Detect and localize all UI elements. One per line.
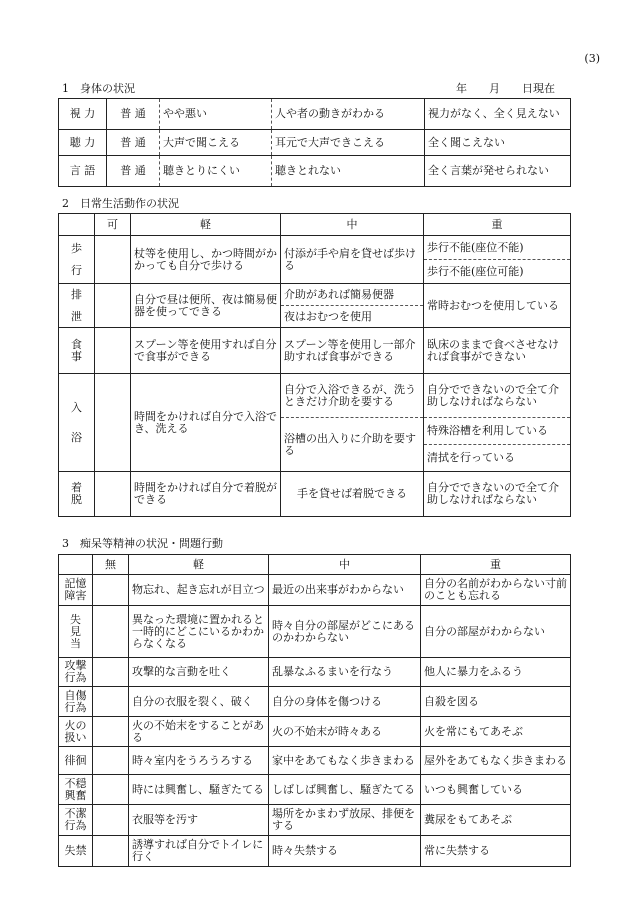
cell: 普 通 <box>107 99 160 130</box>
label-line: 行為 <box>64 700 87 714</box>
row-label <box>59 236 95 284</box>
section2-heading: 2 日常生活動作の状況 <box>62 197 179 210</box>
table-row <box>59 687 571 717</box>
kei-cell: 時間をかければ自分で着脱ができる <box>131 472 281 517</box>
row-label <box>59 606 93 658</box>
row-label: 聴 力 <box>59 130 107 156</box>
physical-row <box>59 99 571 130</box>
nashi-cell <box>93 775 129 805</box>
kei-cell: 時々室内をうろうろする <box>129 747 269 775</box>
label-line: 徘徊 <box>64 753 87 767</box>
nashi-cell <box>93 658 129 687</box>
label-char: 泄 <box>71 309 82 323</box>
header-kei: 軽 <box>131 214 281 236</box>
header-ju: 重 <box>421 555 571 575</box>
ka-cell <box>95 328 131 374</box>
ju-cell: 自分の部屋がわからない <box>421 606 571 658</box>
ju-cell: 常時おむつを使用している <box>424 284 571 328</box>
kei-cell: 異なった環境に置かれると一時的にどこにいるかわからなくなる <box>129 606 269 658</box>
ju-cell: 清拭を行っている <box>424 445 571 472</box>
kei-cell: 衣服等を汚す <box>129 805 269 836</box>
cell: 視力がなく、全く見えない <box>425 99 571 130</box>
chu-cell: 時々失禁する <box>269 836 421 867</box>
label-line: 失禁 <box>64 844 87 857</box>
cell: 大声で聞こえる <box>160 130 272 156</box>
cell: 聴きとれない <box>272 156 425 187</box>
chu-cell: 手を貸せば着脱できる <box>281 472 424 517</box>
label-line: 火の <box>64 718 87 732</box>
label-line: 攻撃 <box>64 659 87 672</box>
kei-cell: 時には興奮し、騒ぎたてる <box>129 775 269 805</box>
label-char: 浴 <box>71 430 82 444</box>
header-chu: 中 <box>281 214 424 236</box>
cell: 耳元で大声できこえる <box>272 130 425 156</box>
date-label: 年 月 日現在 <box>456 82 555 95</box>
ju-cell: 火を常にもてあそぶ <box>421 717 571 747</box>
section1-heading: 1 身体の状況 <box>62 82 135 95</box>
chu-cell: 自分の身体を傷つける <box>269 687 421 717</box>
label-line: 不穏 <box>64 776 87 790</box>
label-char: 脱 <box>71 493 82 506</box>
label-char: 排 <box>71 287 82 301</box>
label-char: 食 <box>71 337 82 351</box>
mental-header-row <box>59 555 571 575</box>
row-label <box>59 717 93 747</box>
adl-header-row <box>59 214 571 236</box>
chu-cell: 時々自分の部屋がどこにあるのかわからない <box>269 606 421 658</box>
ka-cell <box>95 236 131 284</box>
ka-cell <box>95 472 131 517</box>
nashi-cell <box>93 747 129 775</box>
label-line: 扱い <box>64 730 87 744</box>
header-blank <box>59 214 95 236</box>
kei-cell: 自分の衣服を裂く、破く <box>129 687 269 717</box>
chu-cell: 浴槽の出入りに介助を要する <box>281 418 424 472</box>
kei-cell: 攻撃的な言動を吐く <box>129 658 269 687</box>
table-row <box>59 575 571 606</box>
kei-cell: 物忘れ、起き忘れが目立つ <box>129 575 269 606</box>
table-row <box>59 775 571 805</box>
label-line: 自傷 <box>64 688 87 702</box>
ju-cell: 糞尿をもてあそぶ <box>421 805 571 836</box>
kei-cell: 誘導すれば自分でトイレに行く <box>129 836 269 867</box>
table-row <box>59 606 571 658</box>
adl-row-excrete <box>59 284 571 306</box>
ju-cell: 自分でできないので全て介助しなければならない <box>424 472 571 517</box>
ka-cell <box>95 284 131 328</box>
nashi-cell <box>93 836 129 867</box>
mental-status-table <box>58 554 571 867</box>
label-line: 失 <box>70 612 81 626</box>
cell: 全く言葉が発せられない <box>425 156 571 187</box>
label-char: 入 <box>71 400 82 414</box>
cell: 人や者の動きがわかる <box>272 99 425 130</box>
label-char: 歩 <box>71 241 82 255</box>
row-label <box>59 472 95 517</box>
cell: 全く聞こえない <box>425 130 571 156</box>
kei-cell: 火の不始末をすることがある <box>129 717 269 747</box>
ju-cell: 常に失禁する <box>421 836 571 867</box>
label-line: 行為 <box>64 671 87 684</box>
cell: やや悪い <box>160 99 272 130</box>
row-label: 言 語 <box>59 156 107 187</box>
nashi-cell <box>93 717 129 747</box>
row-label: 視 力 <box>59 99 107 130</box>
adl-table <box>58 213 571 517</box>
table-row <box>59 717 571 747</box>
ju-cell: 他人に暴力をふるう <box>421 658 571 687</box>
row-label <box>59 687 93 717</box>
adl-row-dress <box>59 472 571 517</box>
row-label <box>59 775 93 805</box>
ju-cell: 歩行不能(座位可能) <box>424 260 571 284</box>
chu-cell: しばしば興奮し、騒ぎたてる <box>269 775 421 805</box>
kei-cell: スプーン等を使用すれば自分で食事ができる <box>131 328 281 374</box>
kei-cell: 時間をかければ自分で入浴でき、洗える <box>131 374 281 472</box>
label-char: 行 <box>71 263 82 277</box>
row-label <box>59 328 95 374</box>
ka-cell <box>95 374 131 472</box>
label-line: 当 <box>70 636 81 650</box>
kei-cell: 自分で昼は便所、夜は簡易便器を使ってできる <box>131 284 281 328</box>
cell: 普 通 <box>107 130 160 156</box>
table-row <box>59 658 571 687</box>
chu-cell: 乱暴なふるまいを行なう <box>269 658 421 687</box>
physical-row <box>59 156 571 187</box>
adl-row-bath <box>59 374 571 418</box>
chu-cell: 家中をあてもなく歩きまわる <box>269 747 421 775</box>
section3-heading: 3 痴呆等精神の状況・問題行動 <box>62 537 223 550</box>
chu-cell: 自分で入浴できるが、洗うときだけ介助を要する <box>281 374 424 418</box>
label-line: 不潔 <box>64 807 87 820</box>
header-kei: 軽 <box>129 555 269 575</box>
page-number: (3) <box>584 52 600 65</box>
chu-cell: 最近の出来事がわからない <box>269 575 421 606</box>
kei-cell: 杖等を使用し、かつ時間がかかっても自分で歩ける <box>131 236 281 284</box>
table-row <box>59 805 571 836</box>
physical-row <box>59 130 571 156</box>
ju-cell: 自殺を図る <box>421 687 571 717</box>
header-nashi: 無 <box>93 555 129 575</box>
row-label <box>59 805 93 836</box>
adl-row-walk <box>59 236 571 260</box>
label-char: 着 <box>71 481 82 494</box>
chu-cell: スプーン等を使用し一部介助すれば食事ができる <box>281 328 424 374</box>
header-blank <box>59 555 93 575</box>
ju-cell: 屋外をあてもなく歩きまわる <box>421 747 571 775</box>
adl-row-meal <box>59 328 571 374</box>
label-line: 記憶 <box>64 577 87 590</box>
nashi-cell <box>93 575 129 606</box>
nashi-cell <box>93 687 129 717</box>
physical-status-table <box>58 98 571 187</box>
header-ka: 可 <box>95 214 131 236</box>
ju-cell: 自分の名前がわからない寸前のことも忘れる <box>421 575 571 606</box>
ju-cell: 臥床のままで食べさせなければ食事ができない <box>424 328 571 374</box>
row-label <box>59 747 93 775</box>
row-label <box>59 284 95 328</box>
row-label <box>59 374 95 472</box>
label-line: 興奮 <box>64 788 87 802</box>
label-char: 事 <box>71 349 82 363</box>
table-row <box>59 747 571 775</box>
nashi-cell <box>93 606 129 658</box>
label-line: 障害 <box>64 589 87 602</box>
chu-cell: 火の不始末が時々ある <box>269 717 421 747</box>
label-line: 見 <box>70 624 81 638</box>
nashi-cell <box>93 805 129 836</box>
label-line: 行為 <box>64 819 87 832</box>
chu-cell: 場所をかまわず放尿、排便をする <box>269 805 421 836</box>
cell: 聴きとりにくい <box>160 156 272 187</box>
row-label <box>59 658 93 687</box>
chu-cell: 付添が手や肩を貸せば歩ける <box>281 236 424 284</box>
chu-cell: 介助があれば簡易便器 <box>281 284 424 306</box>
row-label <box>59 836 93 867</box>
chu-cell: 夜はおむつを使用 <box>281 306 424 328</box>
ju-cell: 自分でできないので全て介助しなければならない <box>424 374 571 418</box>
cell: 普 通 <box>107 156 160 187</box>
row-label <box>59 575 93 606</box>
ju-cell: いつも興奮している <box>421 775 571 805</box>
header-ju: 重 <box>424 214 571 236</box>
ju-cell: 歩行不能(座位不能) <box>424 236 571 260</box>
header-chu: 中 <box>269 555 421 575</box>
ju-cell: 特殊浴槽を利用している <box>424 418 571 445</box>
table-row <box>59 836 571 867</box>
